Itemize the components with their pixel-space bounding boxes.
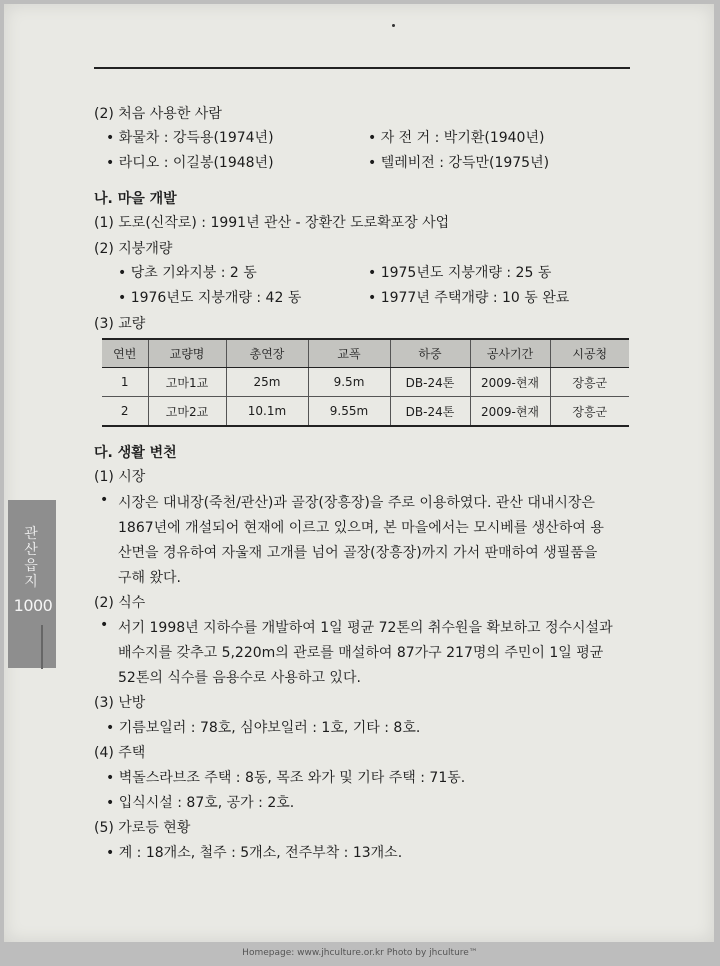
side-tab — [8, 500, 56, 668]
table-cell: DB-24톤 — [390, 397, 470, 427]
section-heading-village-development: 나. 마을 개발 — [94, 191, 177, 207]
road-line: (1) 도로(신작로) : 1991년 관산 - 장환간 도로확포장 사업 — [94, 215, 450, 231]
housing-heading: (4) 주택 — [94, 745, 146, 761]
first-user-item: • 라디오 : 이길봉(1948년) — [106, 155, 274, 171]
side-tab-line — [41, 625, 43, 669]
col-header: 교폭 — [308, 339, 390, 368]
col-header: 교량명 — [148, 339, 226, 368]
table-cell: 장흥군 — [550, 397, 629, 427]
book-title: 관산읍지 — [24, 526, 38, 590]
table-cell: 고마2교 — [148, 397, 226, 427]
roof-item: • 1977년 주택개량 : 10 동 완료 — [368, 290, 570, 306]
col-header: 총연장 — [226, 339, 308, 368]
table-cell: 2 — [102, 397, 148, 427]
streetlight-heading: (5) 가로등 현황 — [94, 820, 191, 836]
first-user-item: • 자 전 거 : 박기환(1940년) — [368, 130, 545, 146]
table-cell: 고마1교 — [148, 368, 226, 397]
col-header: 시공청 — [550, 339, 629, 368]
table-cell: 9.55m — [308, 397, 390, 427]
table-cell: 1 — [102, 368, 148, 397]
market-line: 시장은 대내장(죽천/관산)과 골장(장흥장)을 주로 이용하였다. 관산 대내시장은 — [118, 495, 595, 511]
table-row — [102, 368, 629, 397]
table-cell: 9.5m — [308, 368, 390, 397]
market-line: 산면을 경유하여 자울재 고개를 넘어 골장(장흥장)까지 가서 판매하여 생필품을 — [118, 545, 598, 561]
heating-line: • 기름보일러 : 78호, 심야보일러 : 1호, 기타 : 8호. — [106, 720, 421, 736]
market-line: 구해 왔다. — [118, 570, 181, 586]
roof-heading: (2) 지붕개량 — [94, 241, 173, 257]
roof-item: • 1976년도 지붕개량 : 42 동 — [118, 290, 302, 306]
table-cell: 2009-현재 — [470, 397, 550, 427]
bridge-heading: (3) 교량 — [94, 316, 146, 332]
bullet: • — [100, 617, 109, 633]
col-header: 공사기간 — [470, 339, 550, 368]
roof-item: • 당초 기와지붕 : 2 동 — [118, 265, 257, 281]
table-cell: 25m — [226, 368, 308, 397]
first-user-item: • 화물차 : 강득용(1974년) — [106, 130, 274, 146]
section-heading-life-changes: 다. 생활 변천 — [94, 445, 177, 461]
footer-credit: Homepage: www.jhculture.or.kr Photo by jhculture™ — [242, 948, 478, 958]
page-number: 1000 — [13, 596, 53, 615]
page-mark — [392, 24, 395, 27]
bridge-table — [102, 338, 629, 427]
table-cell: 2009-현재 — [470, 368, 550, 397]
streetlight-line: • 계 : 18개소, 철주 : 5개소, 전주부착 : 13개소. — [106, 845, 403, 861]
bullet: • — [100, 492, 109, 508]
housing-line: • 입식시설 : 87호, 공가 : 2호. — [106, 795, 295, 811]
water-line: 서기 1998년 지하수를 개발하여 1일 평균 72톤의 취수원을 확보하고 정수시설과 — [118, 620, 613, 636]
table-cell: 장흥군 — [550, 368, 629, 397]
first-user-item: • 텔레비전 : 강득만(1975년) — [368, 155, 550, 171]
housing-line: • 벽돌스라브조 주택 : 8동, 목조 와가 및 기타 주택 : 71동. — [106, 770, 466, 786]
table-header-row — [102, 339, 629, 368]
table-row — [102, 397, 629, 427]
roof-item: • 1975년도 지붕개량 : 25 동 — [368, 265, 552, 281]
col-header: 하중 — [390, 339, 470, 368]
market-heading: (1) 시장 — [94, 469, 146, 485]
col-header: 연번 — [102, 339, 148, 368]
heating-heading: (3) 난방 — [94, 695, 146, 711]
table-cell: 10.1m — [226, 397, 308, 427]
water-heading: (2) 식수 — [94, 595, 146, 611]
water-line: 52톤의 식수를 음용수로 사용하고 있다. — [118, 670, 361, 686]
first-users-heading: (2) 처음 사용한 사람 — [94, 106, 222, 122]
water-line: 배수지를 갖추고 5,220m의 관로를 매설하여 87가구 217명의 주민이 1일 평균 — [118, 645, 604, 661]
header-rule — [94, 67, 630, 69]
market-line: 1867년에 개설되어 현재에 이르고 있으며, 본 마을에서는 모시베를 생산하여 용 — [118, 520, 604, 536]
table-cell: DB-24톤 — [390, 368, 470, 397]
